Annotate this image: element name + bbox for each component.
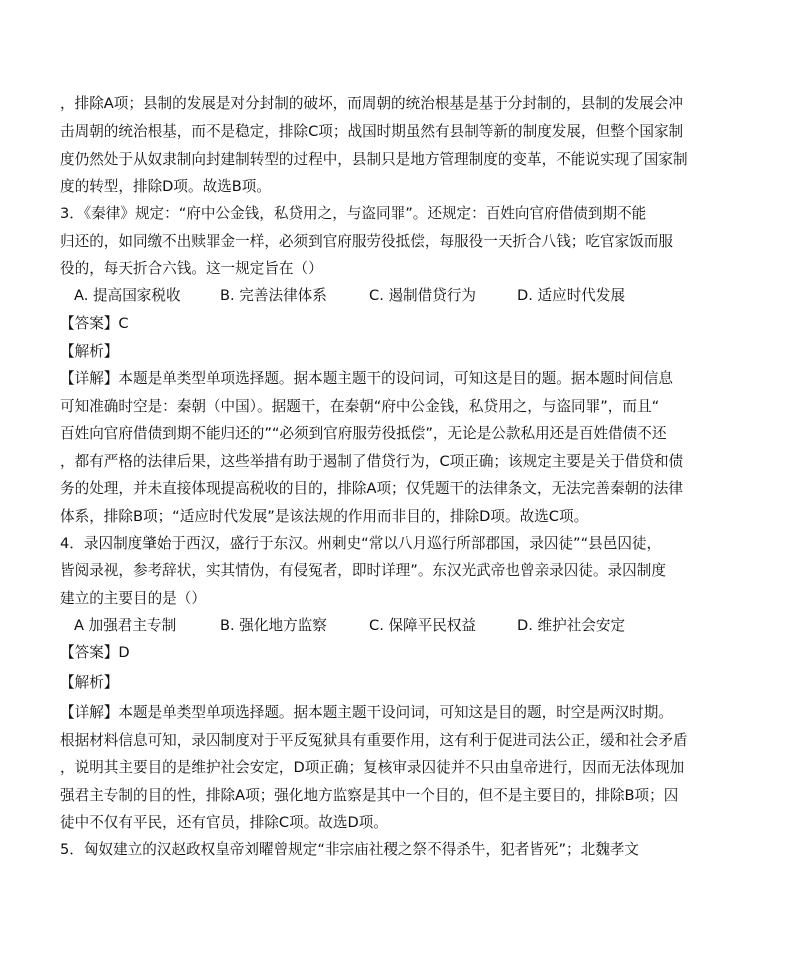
option-a: A. 提高国家税收	[74, 287, 181, 304]
text-line: 【详解】本题是单类型单项选择题。据本题主题干设问词，可知这是目的题，时空是两汉时期。	[60, 704, 673, 721]
question-4-stem: 4．录囚制度肇始于西汉，盛行于东汉。州刺史“常以八月巡行所部郡国，录囚徒”“县邑囚徒，	[60, 535, 662, 552]
text-line: 体系，排除B项；“适应时代发展”是该法规的作用而非目的，排除D项。故选C项。	[60, 508, 589, 525]
option-c: C. 保障平民权益	[369, 617, 477, 634]
option-b: B. 完善法律体系	[220, 287, 327, 304]
question-3-options	[60, 286, 750, 306]
option-d: D. 维护社会安定	[517, 617, 626, 634]
text-line: 击周朝的统治根基，而不是稳定，排除C项；战国时期虽然有县制等新的制度发展，但整个国家制	[60, 123, 684, 140]
text-line: ，排除A项；县制的发展是对分封制的破坏，而周朝的统治根基是基于分封制的，县制的发展会冲	[60, 95, 683, 112]
text-line: 建立的主要目的是（）	[60, 590, 206, 607]
text-line: 归还的，如同缴不出赎罪金一样，必须到官府服劳役抵偿，每服役一天折合八钱；吃官家饭而服	[60, 233, 673, 250]
text-line: 役的，每天折合六钱。这一规定旨在（）	[60, 260, 323, 277]
text-line: 皆阅录视，参考辞状，实其情伪，有侵冤者，即时详理”。东汉光武帝也曾亲录囚徒。录囚制度	[60, 562, 666, 579]
option-c: C. 遏制借贷行为	[369, 287, 477, 304]
text-line: 根据材料信息可知，录囚制度对于平反冤狱具有重要作用，这有利于促进司法公正，缓和社会矛盾	[60, 732, 688, 749]
text-line: 务的处理，并未直接体现提高税收的目的，排除A项；仅凭题干的法律条文，无法完善秦朝的法律	[60, 480, 683, 497]
option-b: B. 强化地方监察	[220, 617, 327, 634]
analysis-label: 【解析】	[60, 343, 119, 360]
answer-label: 【答案】D	[60, 644, 130, 661]
text-line: ，都有严格的法律后果，这些举措有助于遏制了借贷行为，C项正确；该规定主要是关于借贷和债	[60, 453, 684, 470]
question-5-stem: 5．匈奴建立的汉赵政权皇帝刘曜曾规定“非宗庙社稷之祭不得杀牛，犯者皆死”；北魏孝文	[60, 841, 639, 858]
text-line: 徒中不仅有平民，还有官员，排除C项。故选D项。	[60, 814, 388, 831]
text-line: 可知准确时空是：秦朝（中国）。据题干，在秦朝“府中公金钱，私贷用之，与盗同罪”，而且“	[60, 398, 660, 415]
question-4-options	[60, 616, 750, 636]
text-line: 百姓向官府借债到期不能归还的”“必须到官府服劳役抵偿”，无论是公款私用还是百姓借债不还	[60, 425, 667, 442]
question-3-stem: 3．《秦律》规定：“府中公金钱，私贷用之，与盗同罪”。还规定：百姓向官府借债到期不能	[60, 205, 647, 222]
text-line: 度仍然处于从奴隶制向封建制转型的过程中，县制只是地方管理制度的变革，不能说实现了国家制	[60, 151, 688, 168]
analysis-label: 【解析】	[60, 674, 119, 691]
text-line: 【详解】本题是单类型单项选择题。据本题主题干的设问词，可知这是目的题。据本题时间信息	[60, 370, 673, 387]
option-a: A 加强君主专制	[74, 617, 177, 634]
text-line: 度的转型，排除D项。故选B项。	[60, 178, 271, 195]
option-d: D. 适应时代发展	[517, 287, 626, 304]
text-line: ，说明其主要目的是维护社会安定，D项正确；复核审录囚徒并不只由皇帝进行，因而无法体现加	[60, 759, 685, 776]
text-line: 强君主专制的目的性，排除A项；强化地方监察是其中一个目的，但不是主要目的，排除B项；囚	[60, 787, 679, 804]
answer-label: 【答案】C	[60, 315, 129, 332]
